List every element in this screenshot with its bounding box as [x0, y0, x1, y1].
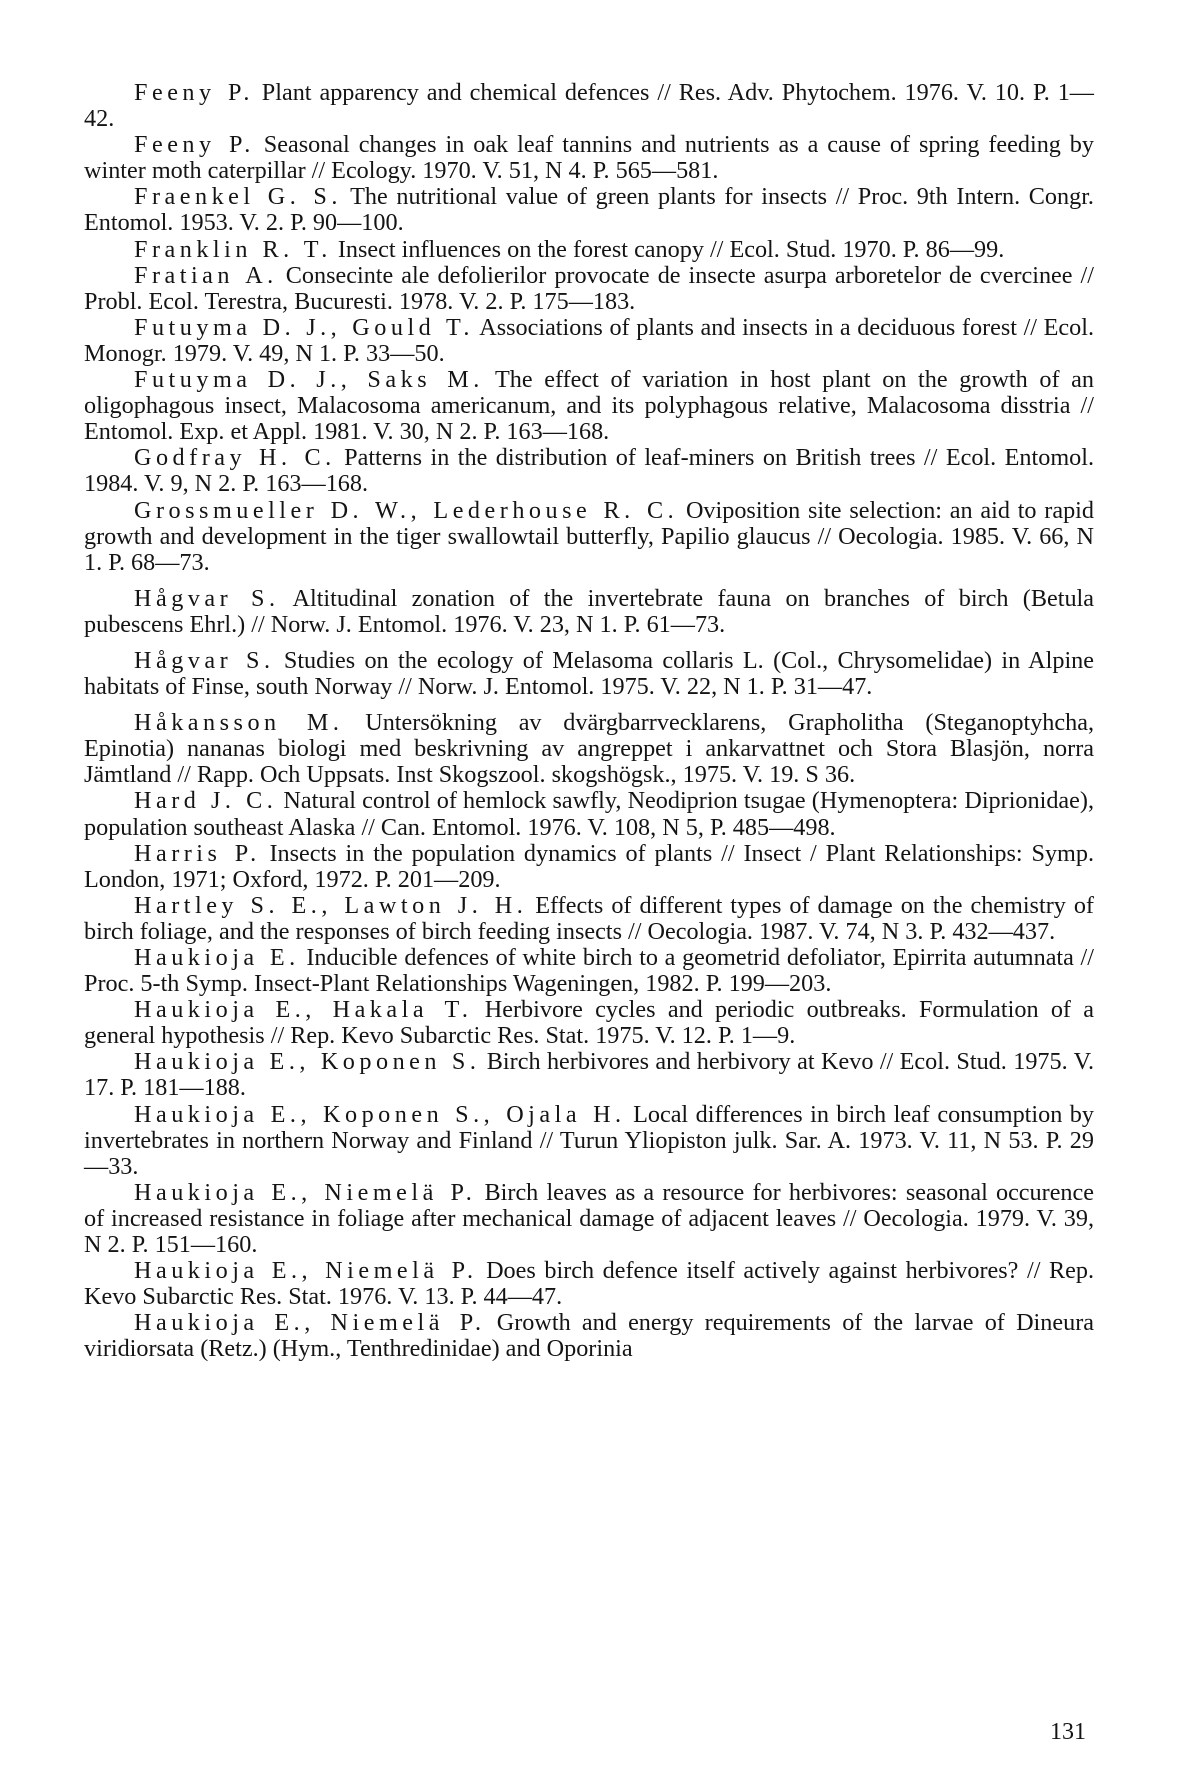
reference-item — [84, 1049, 1094, 1101]
reference-item — [84, 586, 1094, 638]
reference-author: Fratian A. — [134, 261, 278, 289]
reference-item — [84, 1258, 1094, 1310]
reference-item — [84, 498, 1094, 576]
reference-text: Associations of plants and insects in a deciduous forest // Ecol. Monogr. 1979. V. 49, N 1. P. 33—50. — [84, 313, 1094, 367]
reference-text: Growth and energy requirements of the larvae of Dineura viridiorsata (Retz.) (Hym., Tenthredinidae) and Oporinia — [84, 1309, 1094, 1363]
reference-text: Consecinte ale defolierilor provocate de insecte asurpa arboretelor de cvercinee // Probl. Ecol. Terestra, Bucuresti. 1978. V. 2. P. 175—183. — [84, 261, 1094, 315]
reference-author: Håkansson M. — [134, 709, 344, 737]
reference-text: Natural control of hemlock sawfly, Neodiprion tsugae (Hymenoptera: Diprionidae), population southeast Alaska // Can. Entomol. 1976. V. 108, N 5, P. 485—498. — [84, 787, 1094, 841]
reference-item — [84, 315, 1094, 367]
reference-author: Fraenkel G. S. — [134, 183, 342, 211]
reference-author: Feeny P. — [134, 131, 255, 159]
reference-author: Hartley S. E., Lawton J. H. — [134, 891, 528, 919]
reference-item — [84, 648, 1094, 700]
reference-text: Seasonal changes in oak leaf tannins and nutrients as a cause of spring feeding by winter moth caterpillar // Ecology. 1970. V. 51, N 4. P. 565—581. — [84, 131, 1094, 185]
reference-item — [84, 997, 1094, 1049]
reference-item — [84, 1180, 1094, 1258]
reference-author: Haukioja E., Niemelä P. — [134, 1178, 477, 1206]
reference-item — [84, 1102, 1094, 1180]
reference-author: Hågvar S. — [134, 646, 275, 674]
reference-author: Hågvar S. — [134, 584, 280, 612]
reference-text: Oviposition site selection: an aid to rapid growth and development in the tiger swallowtail butterfly, Papilio glaucus // Oecologia. 1985. V. 66, N 1. P. 68—73. — [84, 496, 1094, 576]
reference-item — [84, 1310, 1094, 1362]
reference-author: Futuyma D. J., Saks M. — [134, 366, 484, 394]
reference-author: Godfray H. C. — [134, 444, 336, 472]
reference-text: Studies on the ecology of Melasoma collaris L. (Col., Chrysomelidae) in Alpine habitats of Finse, south Norway // Norw. J. Entomol. 1975. V. 22, N 1. P. 31—47. — [84, 646, 1094, 701]
reference-text: Insect influences on the forest canopy // Ecol. Stud. 1970. P. 86—99. — [331, 235, 1005, 263]
reference-item — [84, 263, 1094, 315]
reference-text: Patterns in the distribution of leaf-miners on British trees // Ecol. Entomol. 1984. V. 9, N 2. P. 163—168. — [84, 444, 1094, 498]
reference-item — [84, 788, 1094, 840]
reference-author: Feeny P. — [134, 79, 254, 106]
reference-author: Haukioja E., Niemelä P. — [134, 1257, 478, 1285]
reference-item — [84, 841, 1094, 893]
reference-text: Insects in the population dynamics of plants // Insect / Plant Relationships: Symp. London, 1971; Oxford, 1972. P. 201—209. — [84, 839, 1094, 893]
reference-item — [84, 184, 1094, 236]
reference-text: The effect of variation in host plant on the growth of an oligophagous insect, Malacosoma americanum, and its polyphagous relative, Malacosoma disstria // Entomol. Exp. et Appl. 1981. V. 30, N 2. P. 163—168. — [84, 366, 1094, 446]
reference-author: Franklin R. T. — [134, 235, 332, 263]
reference-text: Birch leaves as a resource for herbivores: seasonal occurence of increased resistance in foliage after mechanical damage of adjacent leaves // Oecologia. 1979. V. 39, N 2. P. 151—160. — [84, 1178, 1094, 1259]
reference-text: Altitudinal zonation of the invertebrate fauna on branches of birch (Betula pubescens Ehrl.) // Norw. J. Entomol. 1976. V. 23, N 1. P. 61—73. — [84, 584, 1094, 638]
page — [84, 80, 1094, 1760]
reference-author: Haukioja E., Koponen S., Ojala H. — [134, 1100, 626, 1128]
reference-author: Haukioja E., Koponen S. — [134, 1048, 481, 1076]
reference-author: Harris P. — [134, 839, 261, 867]
reference-author: Grossmueller D. W., Lederhouse R. C. — [134, 496, 679, 524]
reference-text: Plant apparency and chemical defences // Res. Adv. Phytochem. 1976. V. 10. P. 1—42. — [84, 79, 1094, 133]
reference-text: Inducible defences of white birch to a geometrid defoliator, Epirrita autumnata // Proc. 5-th Symp. Insect-Plant Relationships Wageningen, 1982. P. 199—203. — [84, 944, 1094, 998]
reference-author: Haukioja E., Niemelä P. — [134, 1309, 486, 1337]
reference-text: Untersökning av dvärgbarrvecklarens, Grapholitha (Steganoptyhcha, Epinotia) nananas biologi med beskrivning av angreppet i ankarvattnet och Stora Blasjön, norra Jämtland // Rapp. Och Uppsats. Inst Skogszool. skogshögsk., 1975. V. 19. S 36. — [84, 709, 1094, 789]
reference-author: Haukioja E., Hakala T. — [134, 996, 473, 1024]
reference-text: Herbivore cycles and periodic outbreaks. Formulation of a general hypothesis // Rep. Kevo Subarctic Res. Stat. 1975. V. 12. P. 1—9. — [84, 996, 1094, 1050]
reference-text: Effects of different types of damage on the chemistry of birch foliage, and the responses of birch feeding insects // Oecologia. 1987. V. 74, N 3. P. 432—437. — [84, 891, 1094, 945]
reference-item — [84, 237, 1094, 263]
reference-item — [84, 367, 1094, 445]
reference-author: Hard J. C. — [134, 787, 278, 815]
reference-item — [84, 710, 1094, 788]
reference-text: Does birch defence itself actively against herbivores? // Rep. Kevo Subarctic Res. Stat. 1976. V. 13. P. 44—47. — [84, 1257, 1095, 1311]
page-number: 131 — [1050, 1719, 1086, 1745]
reference-text: The nutritional value of green plants for insects // Proc. 9th Intern. Congr. Entomol. 1953. V. 2. P. 90—100. — [84, 183, 1094, 237]
reference-item — [84, 80, 1094, 132]
reference-list — [84, 80, 1094, 1363]
reference-text: Local differences in birch leaf consumption by invertebrates in northern Norway and Finland // Turun Yliopiston julk. Sar. A. 1973. V. 11, N 53. P. 29—33. — [84, 1100, 1094, 1180]
reference-author: Haukioja E. — [134, 944, 300, 971]
reference-author: Futuyma D. J., Gould T. — [134, 313, 474, 341]
reference-text: Birch herbivores and herbivory at Kevo // Ecol. Stud. 1975. V. 17. P. 181—188. — [84, 1048, 1095, 1102]
reference-item — [84, 893, 1094, 945]
reference-item — [84, 445, 1094, 497]
reference-item — [84, 945, 1094, 997]
reference-item — [84, 132, 1094, 184]
